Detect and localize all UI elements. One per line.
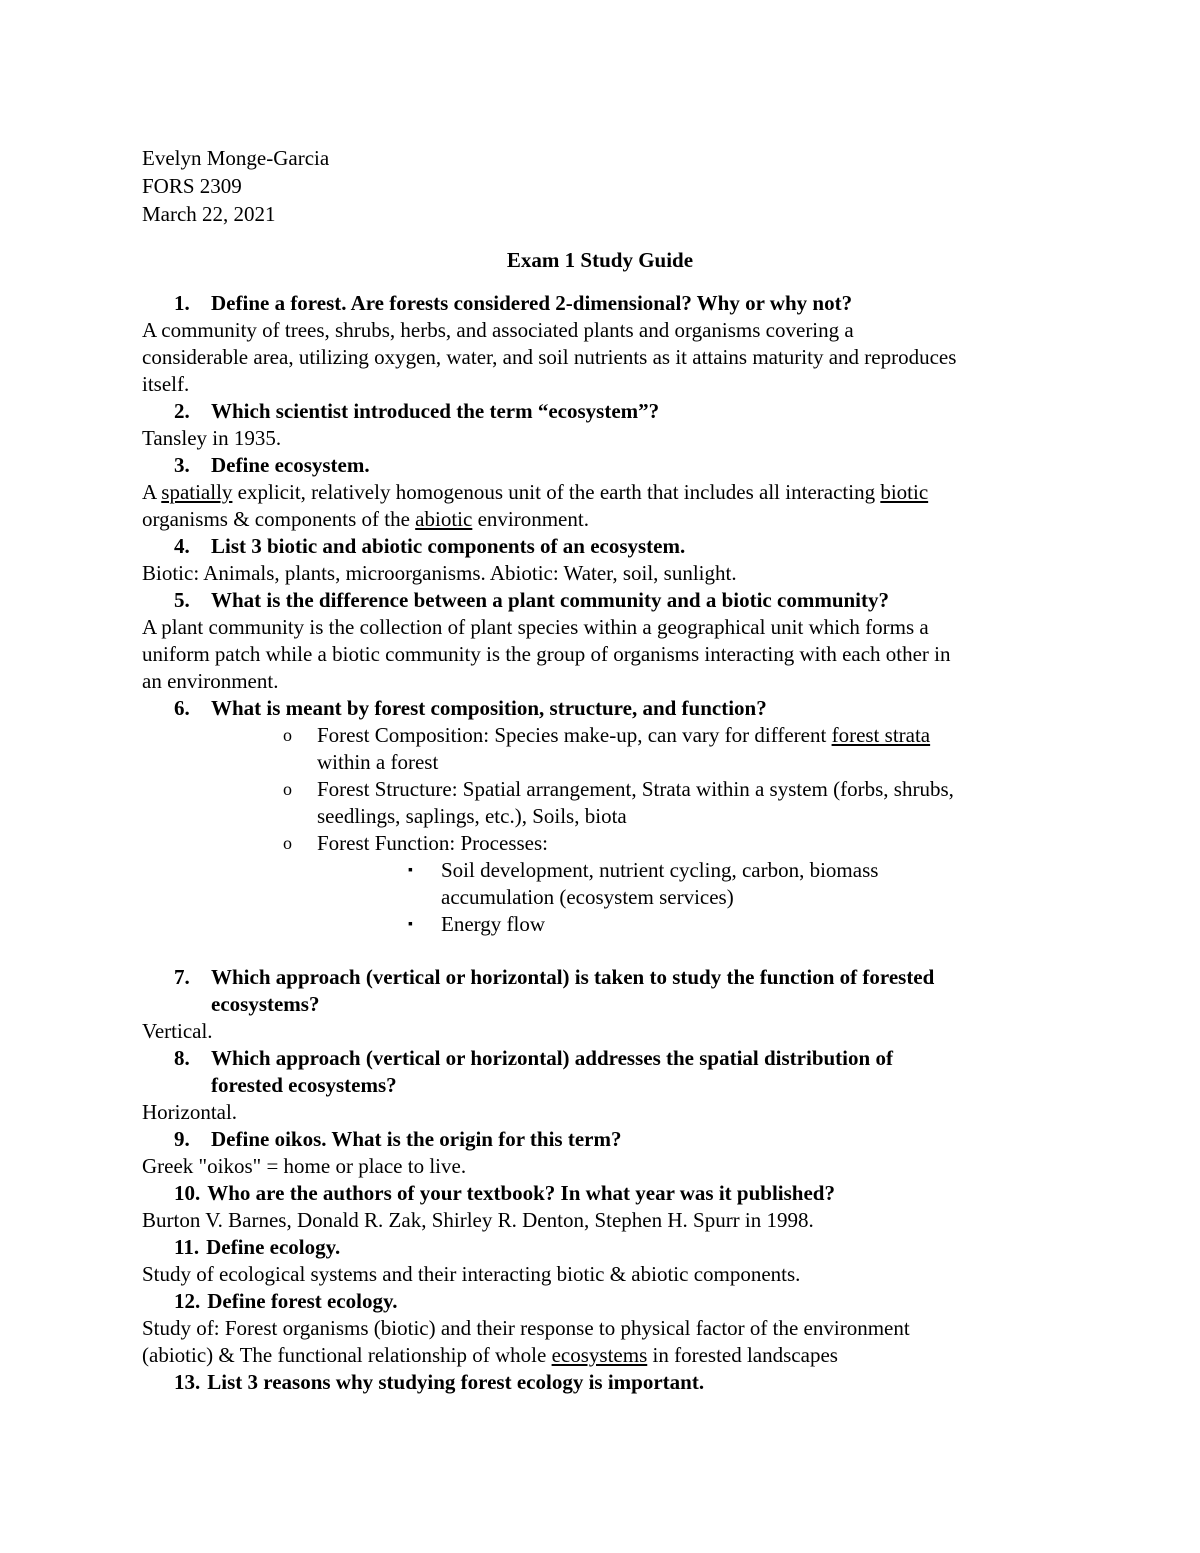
list-item-composition-cont: within a forest bbox=[317, 750, 439, 774]
answer-7: Vertical. bbox=[142, 1019, 213, 1043]
question-9: 9. Define oikos. What is the origin for this term? bbox=[174, 1127, 622, 1151]
answer-1-line-1: A community of trees, shrubs, herbs, and associated plants and organisms covering a bbox=[142, 318, 854, 342]
list-item-composition: o Forest Composition: Species make-up, can vary for different forest strata bbox=[283, 723, 931, 747]
answer-1-line-3: itself. bbox=[142, 372, 190, 396]
question-8: 8. Which approach (vertical or horizontal) addresses the spatial distribution of bbox=[174, 1046, 893, 1070]
circle-bullet-icon: o bbox=[283, 779, 292, 799]
list-item-structure: o Forest Structure: Spatial arrangement, Strata within a system (forbs, shrubs, bbox=[283, 777, 954, 801]
answer-10: Burton V. Barnes, Donald R. Zak, Shirley R. Denton, Stephen H. Spurr in 1998. bbox=[142, 1208, 814, 1232]
question-7-cont: ecosystems? bbox=[211, 992, 320, 1016]
answer-1-line-2: considerable area, utilizing oxygen, water, and soil nutrients as it attains maturity and reproduces bbox=[142, 345, 957, 369]
spacer bbox=[142, 938, 1072, 964]
answer-2: Tansley in 1935. bbox=[142, 426, 282, 450]
sublist-item-soil: ▪ Soil development, nutrient cycling, carbon, biomass bbox=[408, 858, 879, 882]
answer-8: Horizontal. bbox=[142, 1100, 238, 1124]
list-item-structure-cont: seedlings, saplings, etc.), Soils, biota bbox=[317, 804, 627, 828]
answer-12-line-2: (abiotic) & The functional relationship of whole ecosystems in forested landscapes bbox=[142, 1343, 838, 1367]
sublist-item-energy: ▪ Energy flow bbox=[408, 912, 546, 936]
question-1: 1. Define a forest. Are forests considered 2-dimensional? Why or why not? bbox=[174, 291, 853, 315]
question-2: 2. Which scientist introduced the term “ecosystem”? bbox=[174, 399, 660, 423]
answer-11: Study of ecological systems and their interacting biotic & abiotic components. bbox=[142, 1262, 801, 1286]
question-4: 4. List 3 biotic and abiotic components of an ecosystem. bbox=[174, 534, 686, 558]
question-5: 5. What is the difference between a plant community and a biotic community? bbox=[174, 588, 889, 612]
answer-5-line-3: an environment. bbox=[142, 669, 279, 693]
circle-bullet-icon: o bbox=[283, 725, 292, 745]
course-code: FORS 2309 bbox=[142, 174, 242, 198]
sublist-item-soil-cont: accumulation (ecosystem services) bbox=[441, 885, 734, 909]
question-11: 11. Define ecology. bbox=[174, 1235, 341, 1259]
question-13: 13. List 3 reasons why studying forest ecology is important. bbox=[174, 1370, 705, 1394]
document-title: Exam 1 Study Guide bbox=[506, 248, 694, 272]
question-6: 6. What is meant by forest composition, structure, and function? bbox=[174, 696, 767, 720]
student-name: Evelyn Monge-Garcia bbox=[142, 146, 330, 170]
answer-4: Biotic: Animals, plants, microorganisms. Abiotic: Water, soil, sunlight. bbox=[142, 561, 737, 585]
list-item-function: o Forest Function: Processes: bbox=[283, 831, 548, 855]
square-bullet-icon: ▪ bbox=[408, 917, 413, 932]
question-3: 3. Define ecosystem. bbox=[174, 453, 370, 477]
answer-5-line-2: uniform patch while a biotic community is the group of organisms interacting with each other in bbox=[142, 642, 951, 666]
study-guide-body bbox=[142, 290, 1072, 1396]
question-8-cont: forested ecosystems? bbox=[211, 1073, 397, 1097]
header-block bbox=[142, 144, 329, 228]
answer-3-line-2: organisms & components of the abiotic environment. bbox=[142, 507, 589, 531]
answer-12-line-1: Study of: Forest organisms (biotic) and their response to physical factor of the environment bbox=[142, 1316, 910, 1340]
date: March 22, 2021 bbox=[142, 202, 276, 226]
answer-9: Greek "oikos" = home or place to live. bbox=[142, 1154, 467, 1178]
circle-bullet-icon: o bbox=[283, 833, 292, 853]
answer-3-line-1: A spatially explicit, relatively homogenous unit of the earth that includes all interacting biotic bbox=[142, 480, 929, 504]
question-12: 12. Define forest ecology. bbox=[174, 1289, 398, 1313]
answer-5-line-1: A plant community is the collection of plant species within a geographical unit which forms a bbox=[142, 615, 929, 639]
square-bullet-icon: ▪ bbox=[408, 863, 413, 878]
question-7: 7. Which approach (vertical or horizontal) is taken to study the function of forested bbox=[174, 965, 935, 989]
question-10: 10. Who are the authors of your textbook? In what year was it published? bbox=[174, 1181, 835, 1205]
